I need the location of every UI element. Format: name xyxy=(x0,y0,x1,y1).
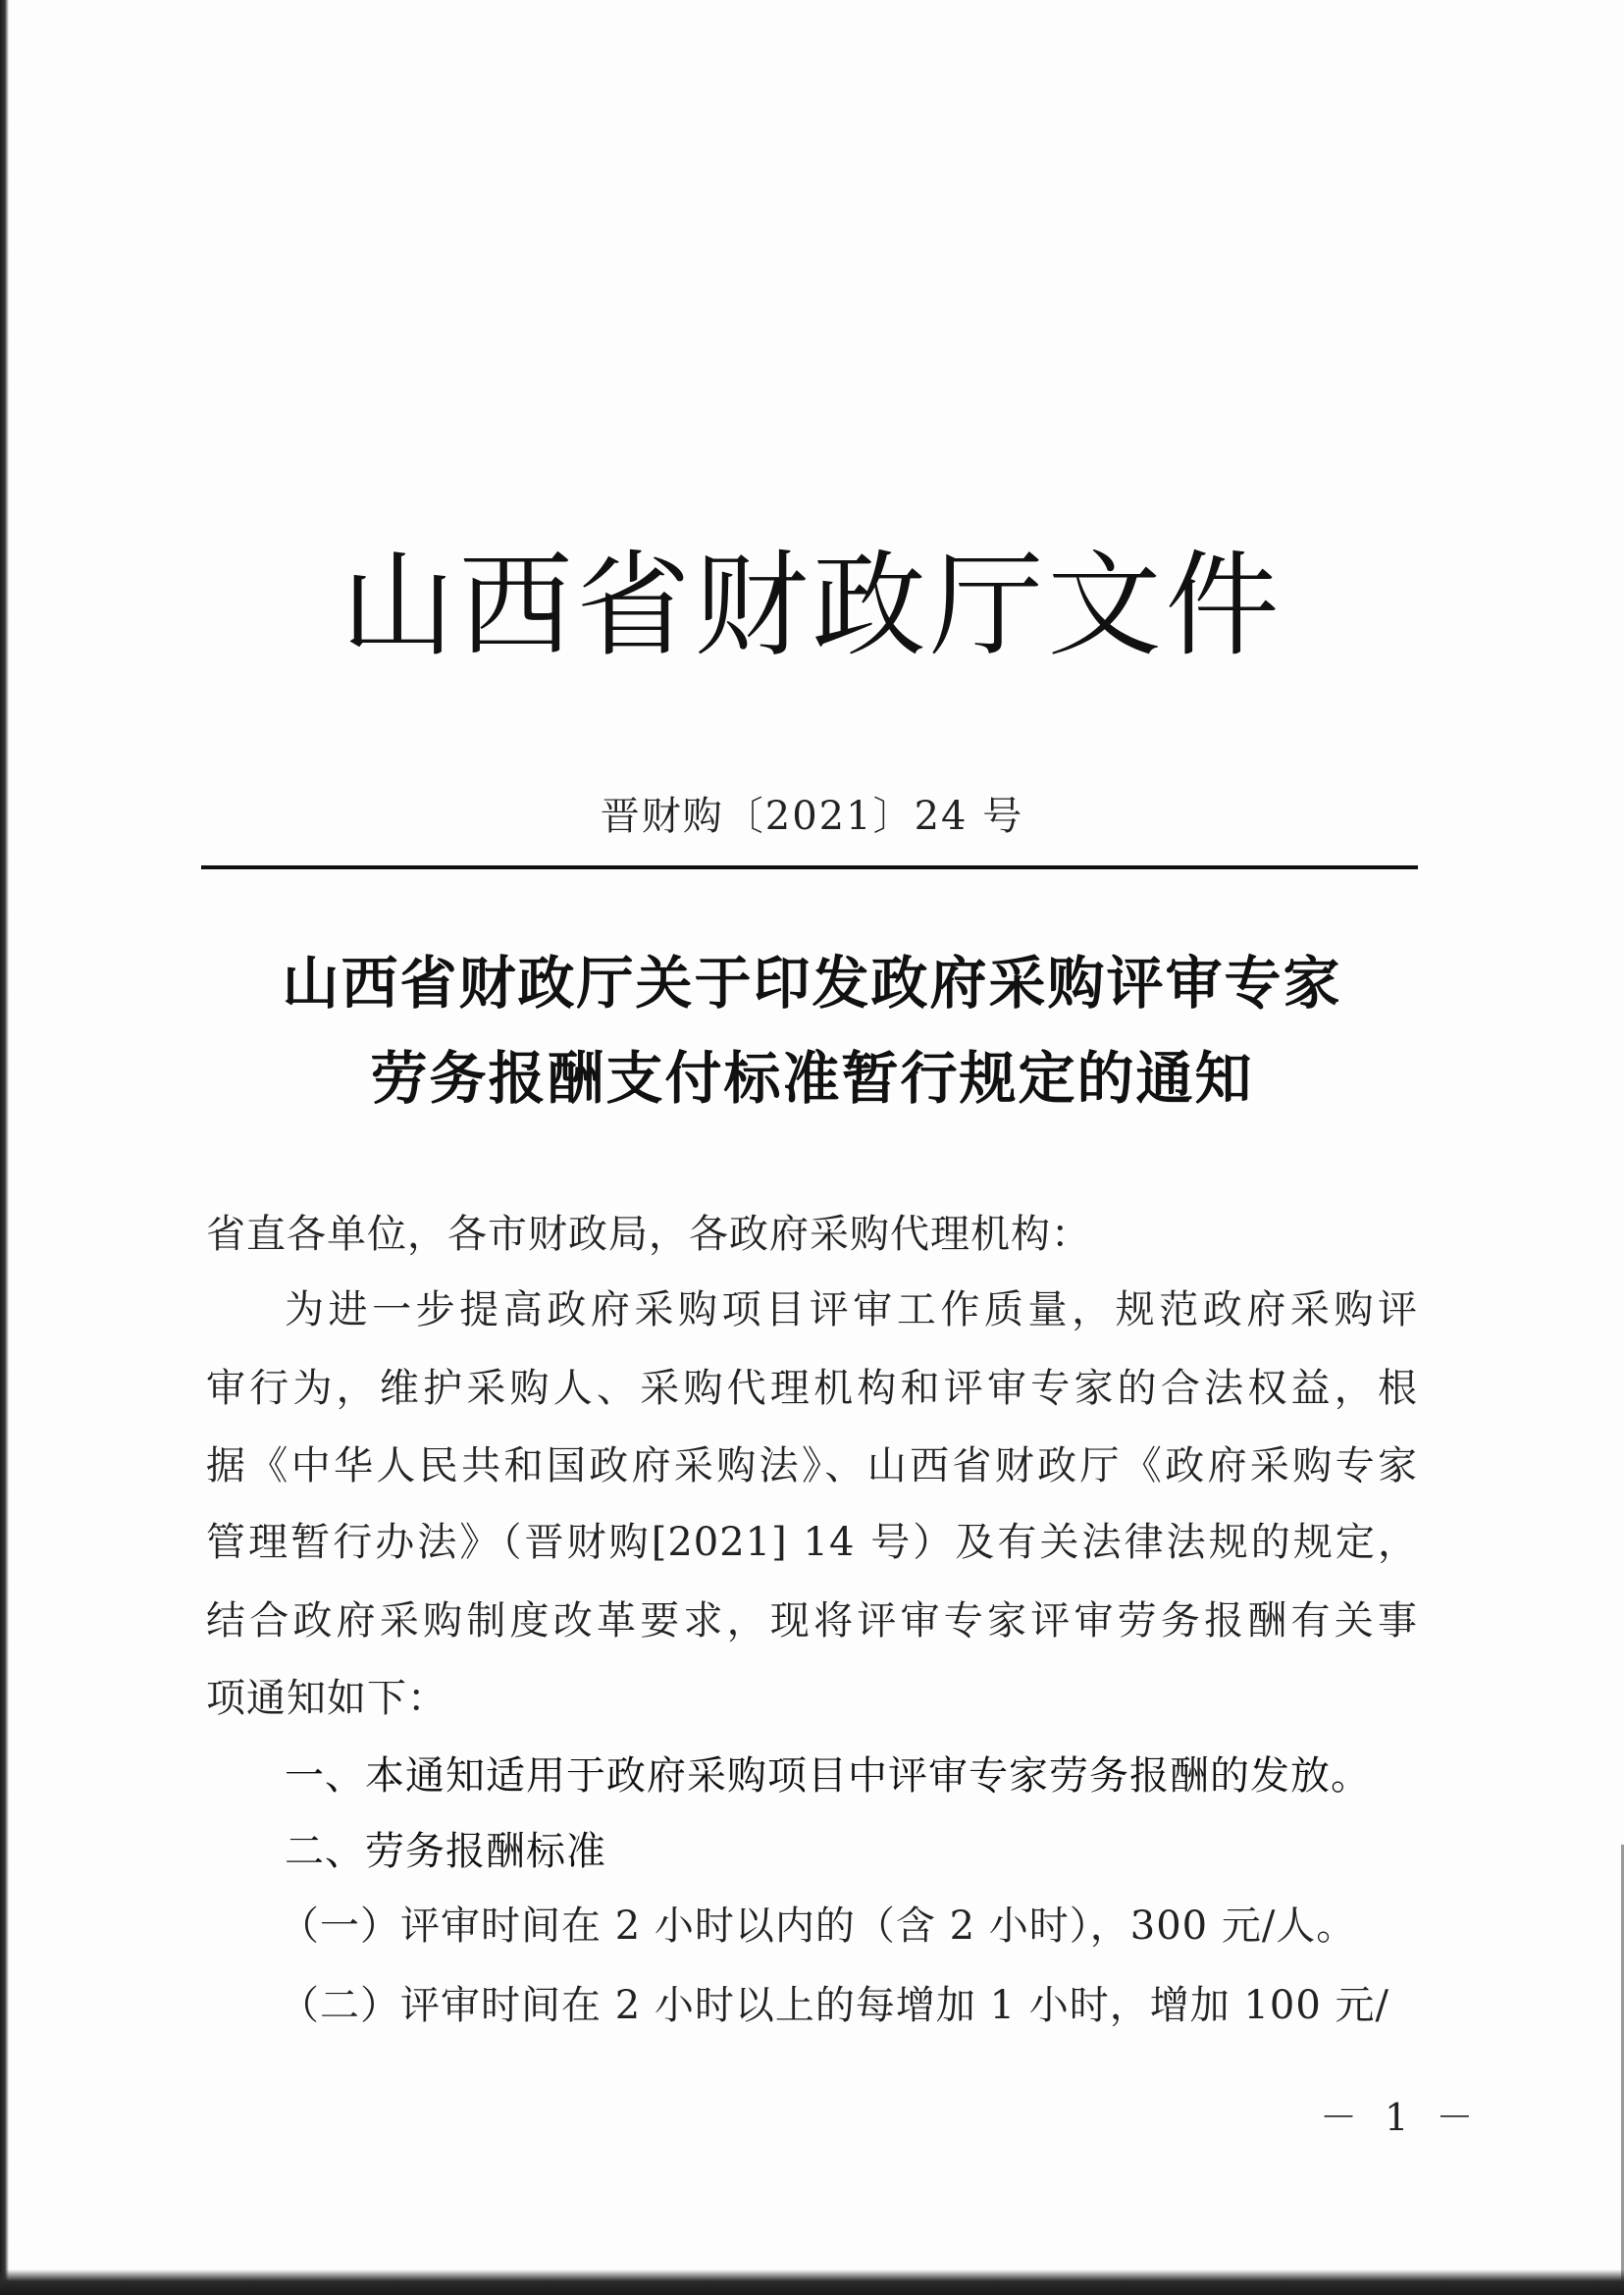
document-header-title: 山西省财政厅文件 xyxy=(341,540,1283,672)
page-number: － 1 － xyxy=(1320,2096,1482,2139)
section-1-text: 一、本通知适用于政府采购项目中评审专家劳务报酬的发放。 xyxy=(285,1753,1371,1799)
item-2-text: （二）评审时间在 2 小时以上的每增加 1 小时，增加 100 元/ xyxy=(280,1983,1390,2028)
intro-line: 管理暂行办法》（晋财购[2021] 14 号）及有关法律法规的规定， xyxy=(206,1520,1418,1565)
salutation: 省直各单位，各市财政局，各政府采购代理机构： xyxy=(206,1212,1091,1257)
notice-title-line-1: 山西省财政厅关于印发政府采购评审专家 xyxy=(282,950,1342,1017)
section-2-heading: 二、劳务报酬标准 xyxy=(285,1829,606,1874)
intro-line: 据《中华人民共和国政府采购法》、山西省财政厅《政府采购专家 xyxy=(206,1443,1418,1488)
intro-line: 为进一步提高政府采购项目评审工作质量，规范政府采购评 xyxy=(285,1287,1418,1332)
intro-line: 结合政府采购制度改革要求，现将评审专家评审劳务报酬有关事 xyxy=(206,1598,1418,1643)
item-1-text: （一）评审时间在 2 小时以内的（含 2 小时），300 元/人。 xyxy=(280,1904,1357,1949)
scan-edge-bottom xyxy=(0,2269,1624,2295)
document-number: 晋财购〔2021〕24 号 xyxy=(600,794,1024,839)
scan-edge-left xyxy=(0,0,9,2295)
intro-line: 项通知如下： xyxy=(206,1676,447,1721)
intro-line: 审行为，维护采购人、采购代理机构和评审专家的合法权益，根 xyxy=(206,1366,1418,1411)
notice-title-line-2: 劳务报酬支付标准暂行规定的通知 xyxy=(370,1045,1254,1112)
header-divider xyxy=(201,865,1418,869)
